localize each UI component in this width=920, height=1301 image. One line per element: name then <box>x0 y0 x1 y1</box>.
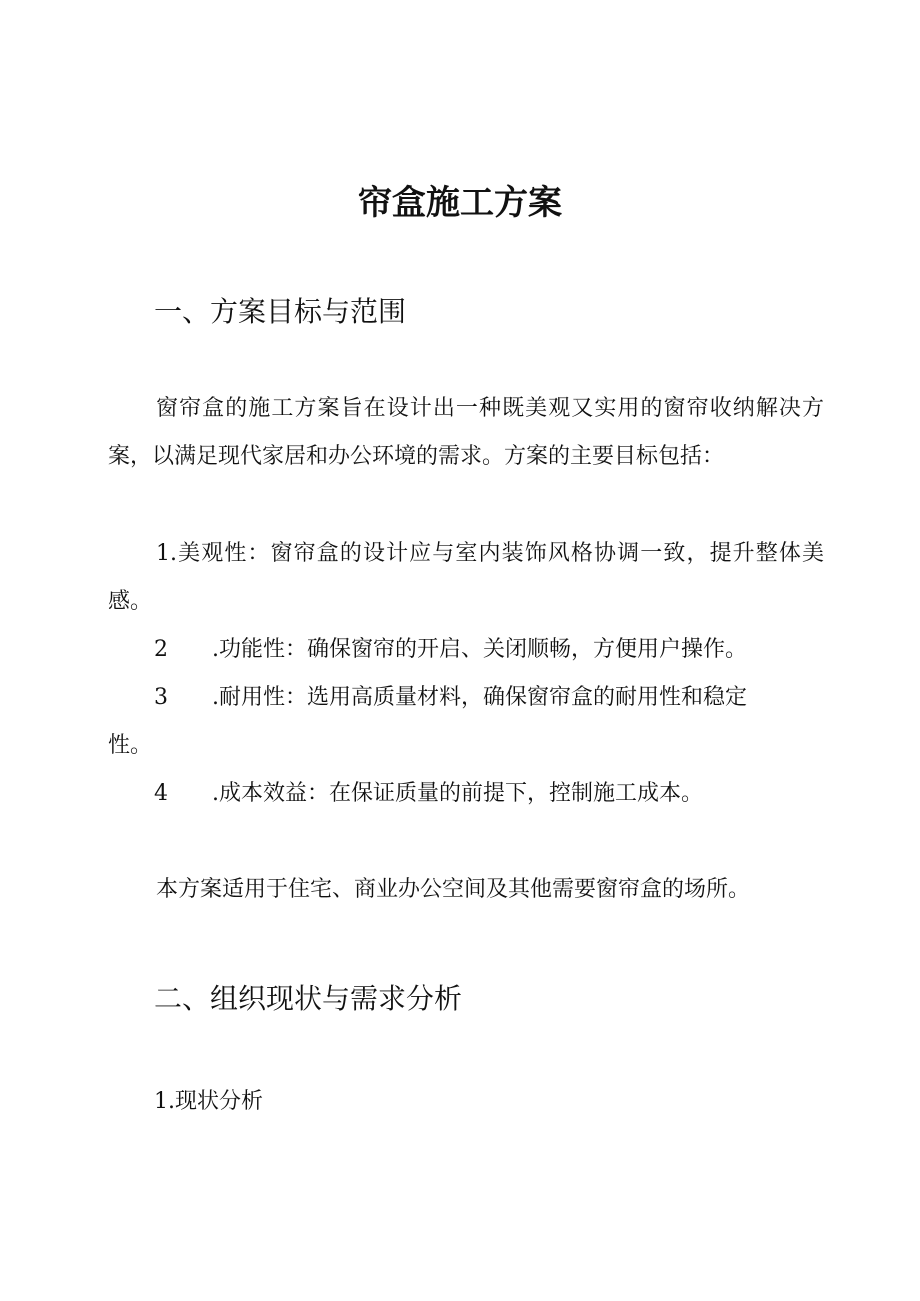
list-item-3-text: .耐用性：选用高质量材料，确保窗帘盒的耐用性和稳定 <box>212 685 747 710</box>
section-heading-analysis: 二、组织现状与需求分析 <box>154 982 463 1015</box>
list-item-4-number: 4 <box>154 781 168 806</box>
list-item-3-tail: 性。 <box>108 733 153 758</box>
subheading-status-analysis: 1.现状分析 <box>154 1089 263 1114</box>
scope-paragraph: 本方案适用于住宅、商业办公空间及其他需要窗帘盒的场所。 <box>156 877 751 902</box>
list-item-1-text: .美观性：窗帘盒的设计应与室内装饰风格协调一致，提升整体美感。 <box>108 541 824 614</box>
document-title: 帘盒施工方案 <box>358 183 562 223</box>
list-item-1 <box>108 530 824 626</box>
list-item-1-number: 1 <box>156 541 170 566</box>
list-item-2-text: .功能性：确保窗帘的开启、关闭顺畅，方便用户操作。 <box>212 637 747 662</box>
list-item-4-text: .成本效益：在保证质量的前提下，控制施工成本。 <box>212 781 703 806</box>
list-item-2-number: 2 <box>154 637 168 662</box>
list-item-3-number: 3 <box>154 685 168 710</box>
section-heading-goals: 一、方案目标与范围 <box>154 295 407 328</box>
intro-paragraph: 窗帘盒的施工方案旨在设计出一种既美观又实用的窗帘收纳解决方案，以满足现代家居和办公环境的需求。方案的主要目标包括： <box>108 396 824 469</box>
